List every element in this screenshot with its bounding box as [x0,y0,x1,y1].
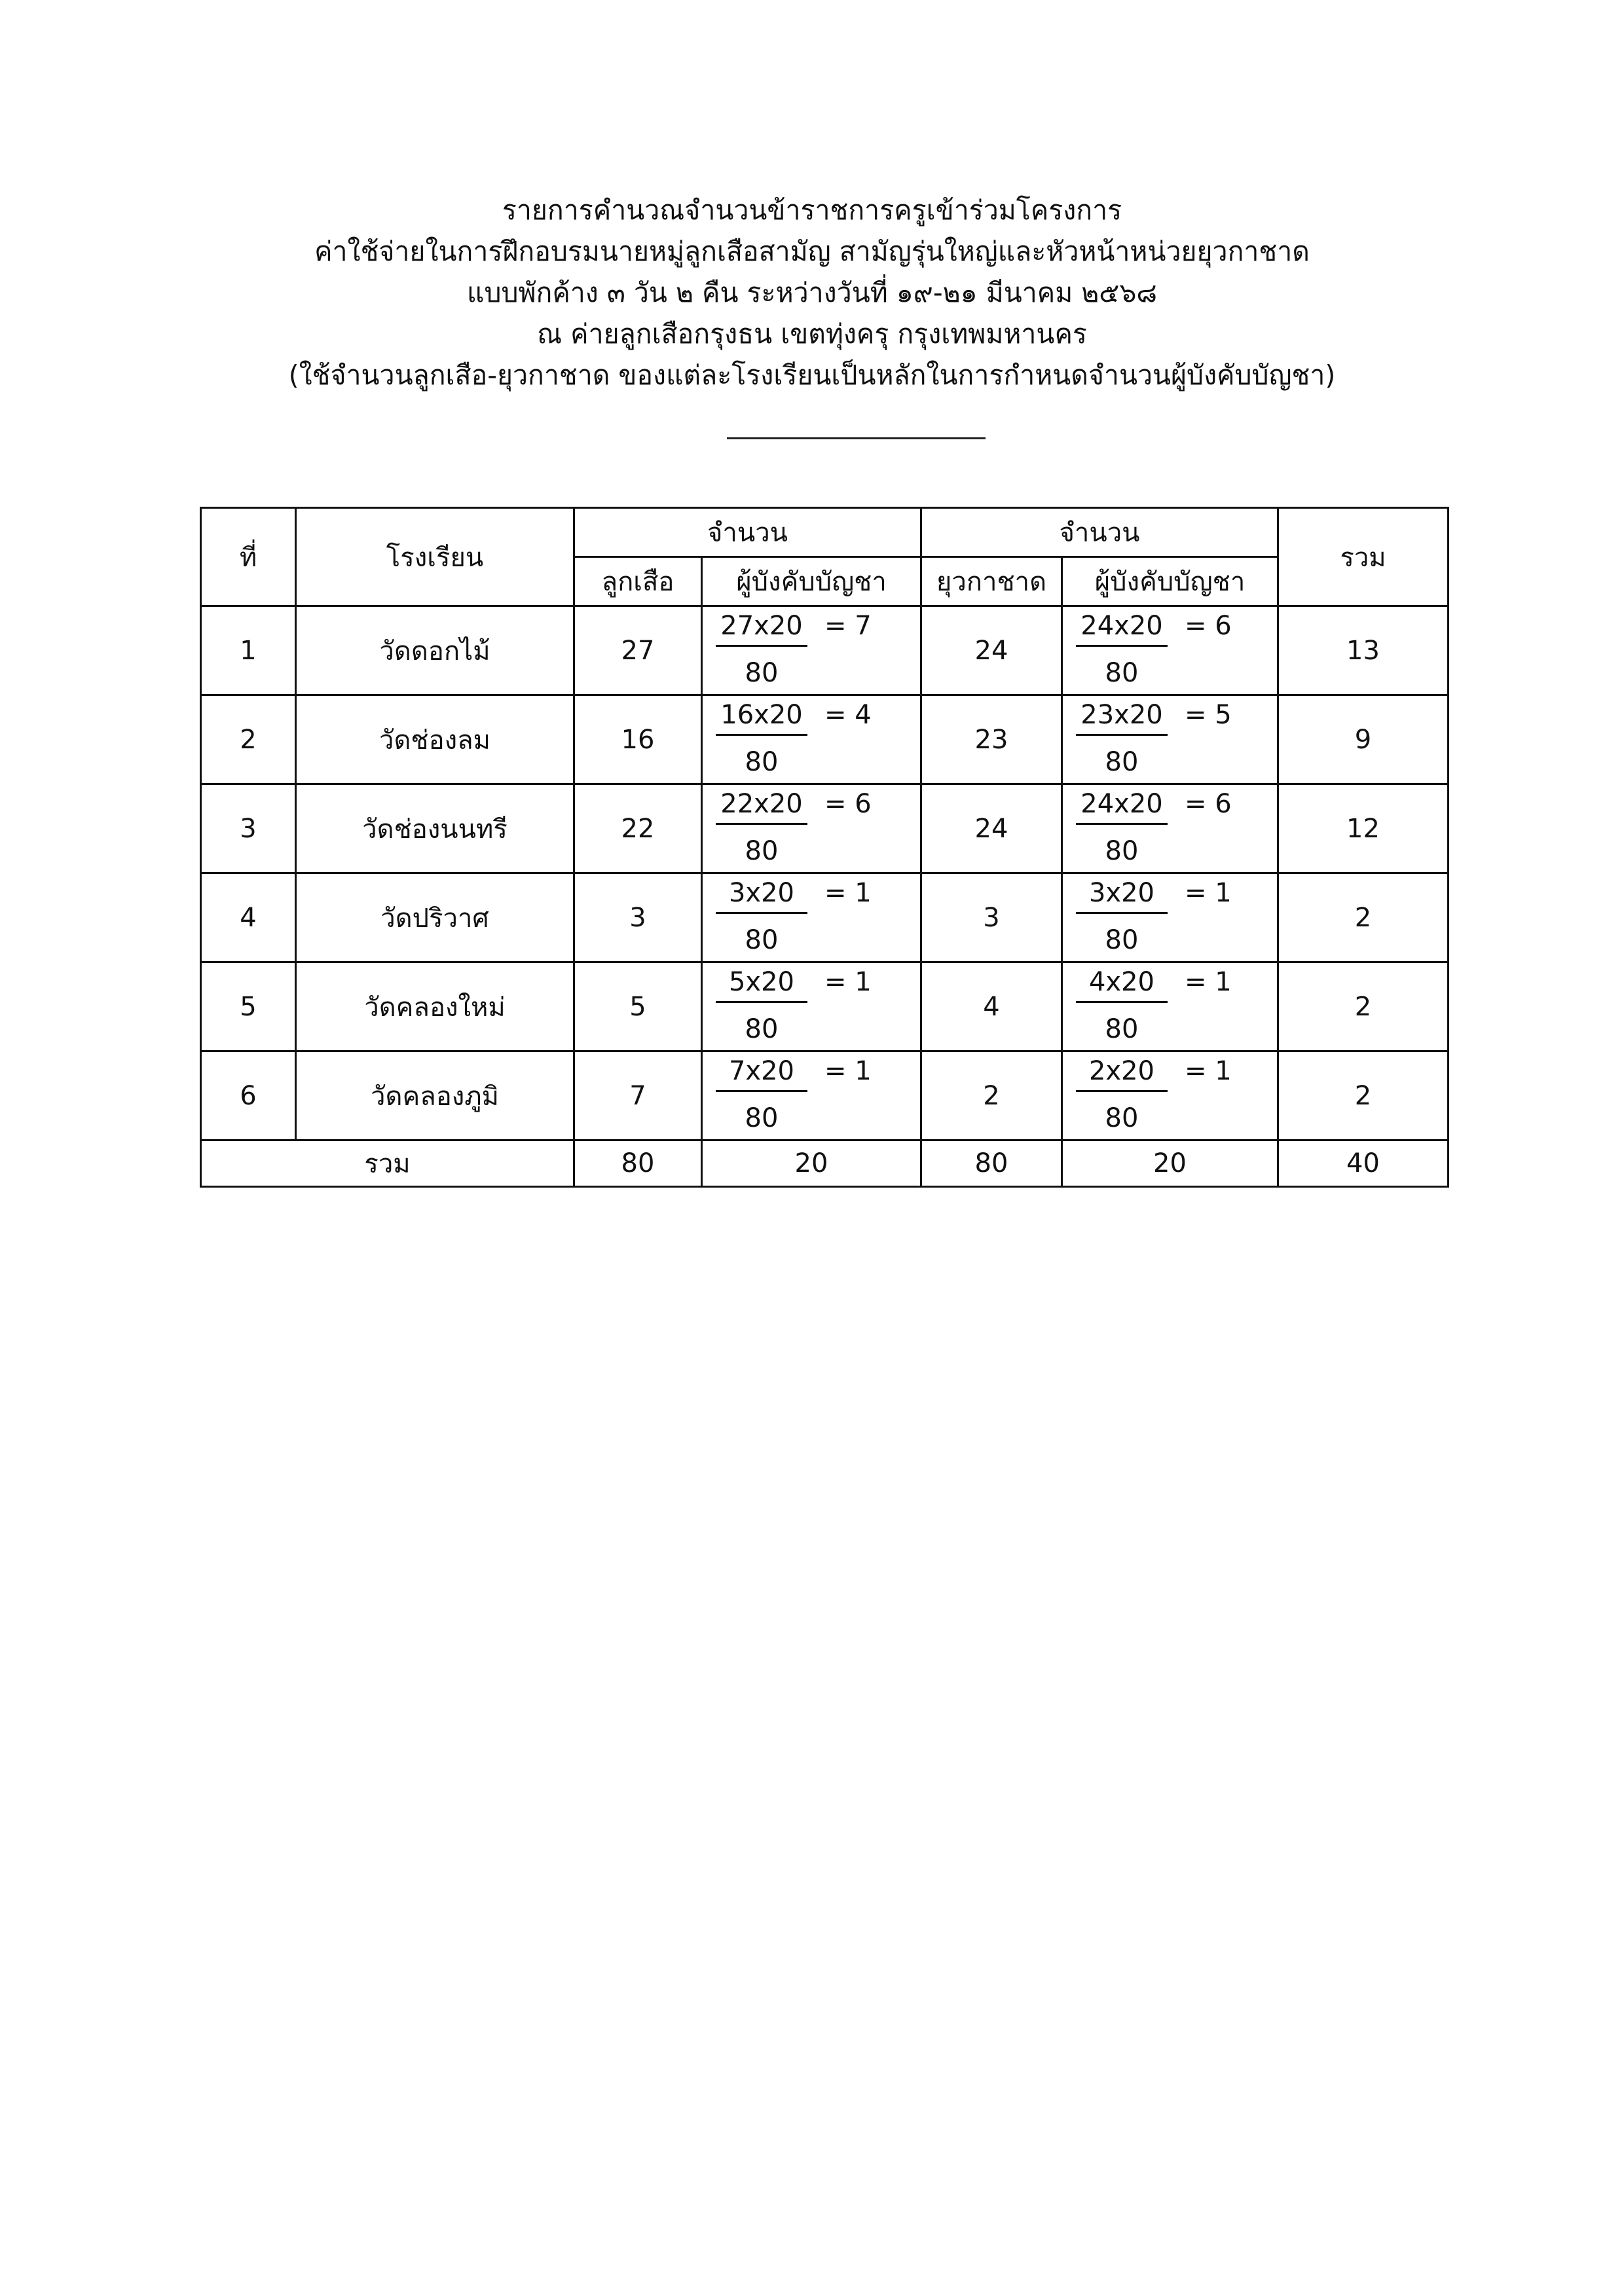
table-row [201,1051,1449,1140]
cell-total: 2 [1278,962,1449,1051]
fraction-numerator: 5x20 [716,967,807,1003]
cell-commanders-scouts [702,1051,921,1140]
fraction-denominator: 80 [745,1103,779,1133]
cell-no: 2 [201,695,296,784]
table-header-row [201,508,1449,557]
total-scouts: 80 [574,1140,702,1187]
cell-no: 1 [201,606,296,695]
fraction-result: = 6 [1185,611,1232,641]
cell-redcross: 2 [921,1051,1062,1140]
header-subtitle: ค่าใช้จ่ายในการฝึกอบรมนายหมู่ลูกเสือสามัญ สามัญรุ่นใหญ่และหัวหน้าหน่วยยุวกาชาด [314,236,1310,267]
fraction-denominator: 80 [745,1014,779,1044]
header-school: โรงเรียน [296,508,574,606]
fraction-result: = 1 [1185,878,1232,908]
cell-commanders-redcross [1062,784,1278,873]
fraction-denominator: 80 [745,747,779,777]
cell-school: วัดปริวาศ [296,873,574,962]
header-commanders-scouts: ผู้บังคับบัญชา [702,557,921,606]
cell-total: 13 [1278,606,1449,695]
fraction-numerator: 3x20 [1076,878,1168,914]
cell-commanders-scouts [702,606,921,695]
cell-scouts: 16 [574,695,702,784]
fraction-result: = 1 [824,1056,872,1086]
fraction-denominator: 80 [1105,747,1139,777]
cell-total: 12 [1278,784,1449,873]
table-row [201,784,1449,873]
header-divider [727,437,986,439]
cell-redcross: 23 [921,695,1062,784]
cell-total: 2 [1278,873,1449,962]
fraction-result: = 1 [824,878,872,908]
fraction-numerator: 27x20 [716,611,807,647]
fraction-denominator: 80 [1105,925,1139,955]
header-redcross: ยุวกาชาด [921,557,1062,606]
header-title: รายการคำนวณจำนวนข้าราชการครูเข้าร่วมโครงการ [502,194,1122,226]
header-group-redcross: จำนวน [921,508,1278,557]
cell-redcross: 24 [921,606,1062,695]
cell-scouts: 7 [574,1051,702,1140]
header-duration: แบบพักค้าง ๓ วัน ๒ คืน ระหว่างวันที่ ๑๙-๒๑ มีนาคม ๒๕๖๘ [467,277,1157,308]
header-location: ณ ค่ายลูกเสือกรุงธน เขตทุ่งครุ กรุงเทพมหานคร [537,318,1087,350]
table-total-row [201,1140,1449,1187]
header-commanders-redcross: ผู้บังคับบัญชา [1062,557,1278,606]
fraction-result: = 6 [1185,789,1232,819]
cell-commanders-redcross [1062,873,1278,962]
cell-no: 4 [201,873,296,962]
fraction-result: = 7 [824,611,872,641]
cell-scouts: 3 [574,873,702,962]
cell-no: 5 [201,962,296,1051]
cell-commanders-redcross [1062,1051,1278,1140]
fraction-numerator: 24x20 [1076,789,1168,825]
fraction-result: = 5 [1185,700,1232,730]
fraction-denominator: 80 [1105,658,1139,688]
fraction-denominator: 80 [745,658,779,688]
cell-commanders-scouts [702,695,921,784]
cell-school: วัดช่องลม [296,695,574,784]
total-grand: 40 [1278,1140,1449,1187]
fraction-denominator: 80 [745,836,779,866]
cell-redcross: 24 [921,784,1062,873]
calculation-table [200,507,1449,1188]
table-row [201,962,1449,1051]
cell-school: วัดช่องนนทรี [296,784,574,873]
cell-total: 9 [1278,695,1449,784]
document-header [157,190,1467,396]
fraction-denominator: 80 [1105,836,1139,866]
table-row [201,695,1449,784]
cell-commanders-scouts [702,784,921,873]
fraction-denominator: 80 [1105,1014,1139,1044]
fraction-numerator: 23x20 [1076,700,1168,736]
table-row [201,606,1449,695]
cell-total: 2 [1278,1051,1449,1140]
cell-commanders-scouts [702,873,921,962]
fraction-denominator: 80 [1105,1103,1139,1133]
cell-school: วัดคลองใหม่ [296,962,574,1051]
fraction-result: = 1 [1185,967,1232,997]
cell-commanders-redcross [1062,606,1278,695]
cell-no: 6 [201,1051,296,1140]
fraction-result: = 1 [824,967,872,997]
header-note: (ใช้จำนวนลูกเสือ-ยุวกาชาด ของแต่ละโรงเรียนเป็นหลักในการกำหนดจำนวนผู้บังคับบัญชา) [288,359,1336,391]
cell-school: วัดดอกไม้ [296,606,574,695]
header-scouts: ลูกเสือ [574,557,702,606]
cell-commanders-scouts [702,962,921,1051]
fraction-numerator: 4x20 [1076,967,1168,1003]
cell-scouts: 22 [574,784,702,873]
header-total: รวม [1278,508,1449,606]
fraction-numerator: 2x20 [1076,1056,1168,1092]
fraction-numerator: 24x20 [1076,611,1168,647]
cell-redcross: 3 [921,873,1062,962]
fraction-numerator: 16x20 [716,700,807,736]
cell-commanders-redcross [1062,695,1278,784]
header-no: ที่ [201,508,296,606]
fraction-numerator: 7x20 [716,1056,807,1092]
header-group-scouts: จำนวน [574,508,921,557]
table-row [201,873,1449,962]
fraction-denominator: 80 [745,925,779,955]
total-commanders-redcross: 20 [1062,1140,1278,1187]
cell-scouts: 5 [574,962,702,1051]
cell-scouts: 27 [574,606,702,695]
cell-no: 3 [201,784,296,873]
cell-school: วัดคลองภูมิ [296,1051,574,1140]
cell-redcross: 4 [921,962,1062,1051]
total-redcross: 80 [921,1140,1062,1187]
fraction-result: = 1 [1185,1056,1232,1086]
fraction-result: = 6 [824,789,872,819]
fraction-result: = 4 [824,700,872,730]
fraction-numerator: 3x20 [716,878,807,914]
total-label: รวม [201,1140,574,1187]
total-commanders-scouts: 20 [702,1140,921,1187]
cell-commanders-redcross [1062,962,1278,1051]
fraction-numerator: 22x20 [716,789,807,825]
